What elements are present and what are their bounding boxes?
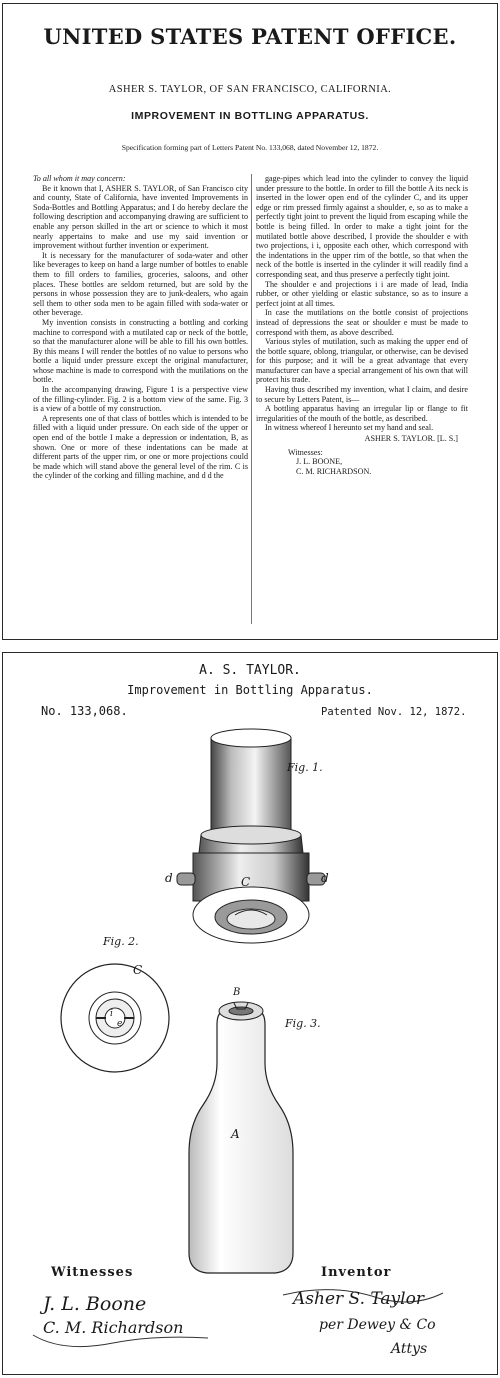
letter-d-left: d xyxy=(165,871,173,885)
cylinder-collar-top xyxy=(201,826,301,844)
inventor-heading: Inventor xyxy=(321,1265,392,1280)
paragraph: It is necessary for the manufacturer of soda-water and other like beverages to keep on hand a large number of bottles to enable them to fill orders to families, groceries, saloons, and other places. These bottles are seldom returned, but are sold by the persons in whose possession they are to junk-dealers, who again sell them to other soda men to be again filled with soda-water or other beverage. xyxy=(33,250,248,318)
witnesses-heading: Witnesses xyxy=(51,1265,134,1280)
paragraph: Having thus described my invention, what I claim, and desire to secure by Letters Patent, is— xyxy=(256,385,468,404)
patent-date: Patented Nov. 12, 1872. xyxy=(321,706,467,718)
cylinder-tube xyxy=(211,738,291,833)
paragraph: In witness whereof I hereunto set my hand and seal. xyxy=(265,423,434,433)
letter-b: B xyxy=(233,987,241,998)
witness-name: C. M. RICHARDSON. xyxy=(296,466,372,476)
paragraph: My invention consists in constructing a bottling and corking machine to correspond with a mutilated cap or neck of the bottle, so that the manufacturer alone will be able to fill his own bottles. By this means I will render the bottles of no value to persons who bottle a liquid under pressure except the original manufacturer, whose machine is made to correspond with the mutilations on the bottle. xyxy=(33,317,248,385)
improvement-title: IMPROVEMENT IN BOTTLING APPARATUS. xyxy=(131,110,369,122)
paragraph: gage-pipes which lead into the cylinder to convey the liquid under pressure to the bottle. In order to fill the bottle A its neck is inserted in the lower open end of the cylinder C, and its upper edge or rim pressed firmly against a shoulder, e, so as to make a perfectly tight joint to prevent the liquid from escaping while the bottle is being filled. In order to make a tight joint for the mutilated bottle above described, I provide the shoulder e with two projections, i i, opposite each other, which correspond with the indentations in the upper rim of the bottle, so that when the neck of the bottle is inserted in the cylinder it will readily find a corresponding seat, and thus preserve a perfectly tight joint. xyxy=(256,174,468,279)
office-title: UNITED STATES PATENT OFFICE. xyxy=(43,24,457,49)
paragraph: In the accompanying drawing, Figure 1 is a perspective view of the filling-cylinder. Fig. 2 is a bottom view of the same. Fig. 3 is a view of a bottle of my construction. xyxy=(33,385,248,414)
fig3-label: Fig. 3. xyxy=(285,1017,321,1030)
attorney-signature: per Dewey & Co xyxy=(319,1317,436,1333)
fig2-label: Fig. 2. xyxy=(103,935,139,948)
patent-number: No. 133,068. xyxy=(41,704,128,718)
column-divider xyxy=(251,174,252,624)
inventor-signature-text: ASHER S. TAYLOR. [L. S.] xyxy=(364,434,458,444)
paragraph: In case the mutilations on the bottle consist of projections instead of depressions the seat or shoulder e must be made to correspond with them, as above described. xyxy=(256,308,468,337)
inventor-signature: Asher S. Taylor xyxy=(293,1289,424,1309)
fig3-bottle xyxy=(189,1002,293,1273)
bottle-body xyxy=(189,1011,293,1273)
specification-line: Specification forming part of Letters Patent No. 133,068, dated November 12, 1872. xyxy=(121,143,379,152)
witness-name: J. L. BOONE, xyxy=(296,457,343,467)
drawing-title: Improvement in Bottling Apparatus. xyxy=(127,683,373,697)
drawing-inventor-name: A. S. TAYLOR. xyxy=(199,663,301,678)
salutation: To all whom it may concern: xyxy=(33,174,126,183)
bottle-opening xyxy=(229,1007,253,1015)
paragraph: A represents one of that class of bottles which is intended to be filled with a liquid under pressure. On each side of the upper or open end of the bottle I make a depression or indentation, B, as shown. One or more of these indentations can be made at different parts of the upper rim, or one or more projections could be made which will stand above the general level of the rim. C is the cylinder of the corking and filling machine, and d d the xyxy=(33,413,248,481)
fig2-bottom-view xyxy=(61,964,169,1072)
specification-page xyxy=(2,3,498,640)
cylinder-tube-top xyxy=(211,729,291,747)
paragraph: The shoulder e and projections i i are made of lead, India rubber, or other yielding or elastic substance, so as to insure a perfect joint at all times. xyxy=(256,279,468,308)
witnesses-label: Witnesses: xyxy=(288,447,323,457)
letter-c-fig2: C xyxy=(133,963,143,977)
letter-d-right: d xyxy=(321,871,329,885)
left-column xyxy=(33,174,248,481)
letter-e: e xyxy=(117,1019,123,1029)
paragraph: Various styles of mutilation, such as making the upper end of the bottle square, oblong, triangular, or otherwise, can be devised for this purpose; and it will be a great advantage that every manufacturer can have a special arrangement of his own that will protect his trade. xyxy=(256,337,468,385)
cylinder-inner xyxy=(227,909,275,929)
inventor-line: ASHER S. TAYLOR, OF SAN FRANCISCO, CALIFORNIA. xyxy=(108,84,392,95)
witness-signature-richardson: C. M. Richardson xyxy=(43,1318,184,1337)
letter-a: A xyxy=(231,1127,240,1141)
drawing-page xyxy=(2,652,498,1375)
attorneys-label: Attys xyxy=(391,1341,428,1357)
right-column xyxy=(256,174,468,476)
witness-signature-boone: J. L. Boone xyxy=(43,1293,147,1315)
letter-c-fig1: C xyxy=(241,875,251,889)
fig1-label: Fig. 1. xyxy=(287,761,323,774)
gage-pipe-left xyxy=(177,873,195,885)
claim: A bottling apparatus having an irregular lip or flange to fit irregularities of the mouth of the bottle, as described. xyxy=(256,404,468,423)
letter-i: i xyxy=(110,1009,113,1019)
paragraph: Be it known that I, ASHER S. TAYLOR, of San Francisco city and county, State of California, have invented Improvements in Soda-Bottles and Bottling Apparatus; and I do hereby declare the following description and accompanying drawing are sufficient to enable any person skilled in the art or science to which it most nearly appertains to make and use my said invention or improvement without further invention or experiment. xyxy=(33,183,248,251)
